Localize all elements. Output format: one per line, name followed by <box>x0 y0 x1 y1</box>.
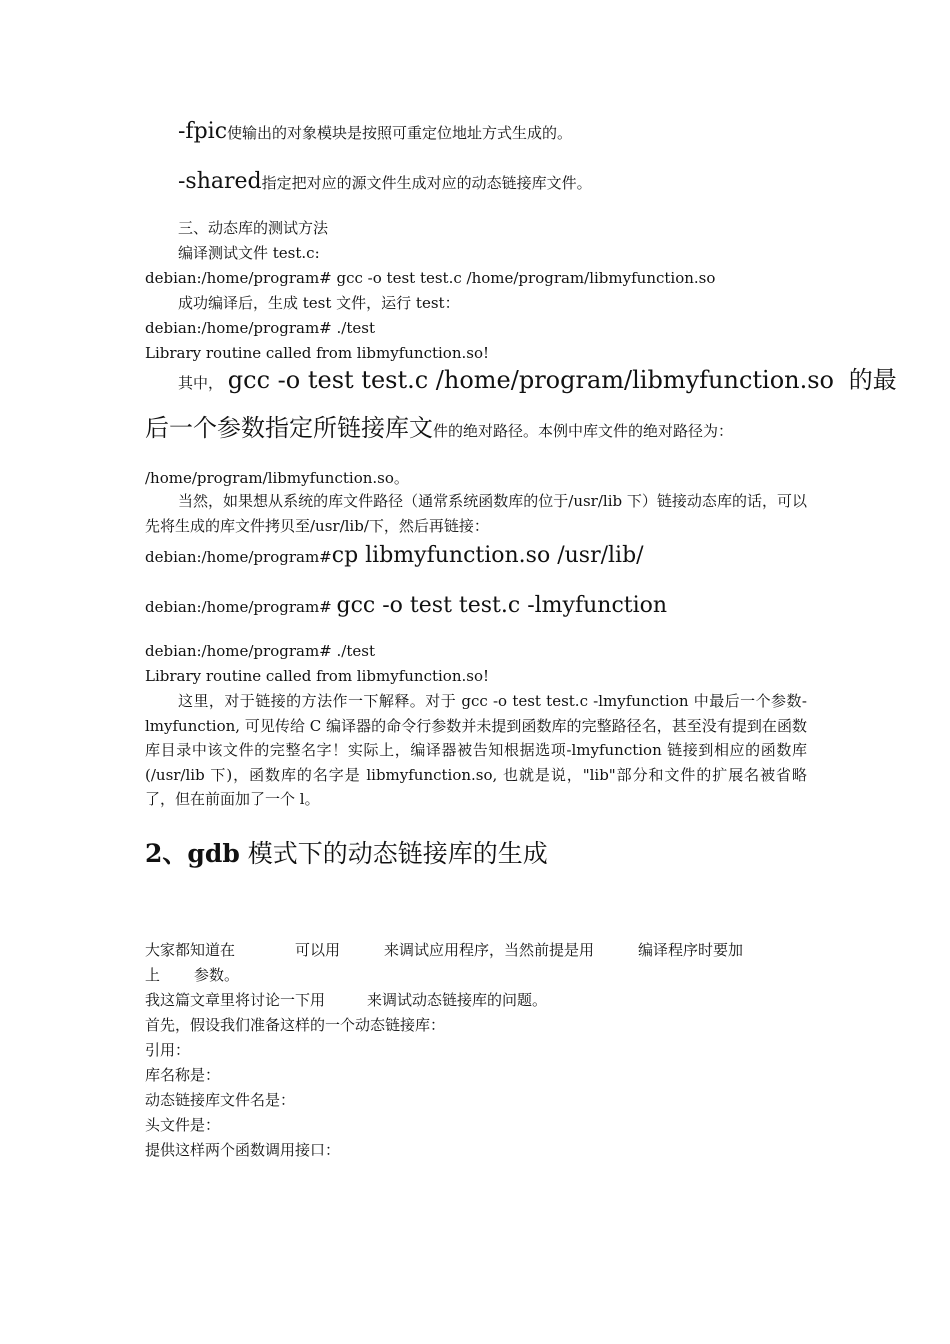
library-name-label: 库名称是： <box>145 1066 221 1084</box>
intro-part-e: 上 <box>145 966 161 984</box>
gcc-command: gcc -o test test.c -lmyfunction <box>336 593 668 618</box>
cp-prompt: debian:/home/program# <box>145 548 332 566</box>
intro-part-c: 来调试应用程序，当然前提是用 <box>384 941 595 959</box>
intro-part-a: 大家都知道在 <box>145 941 236 959</box>
where-line2-small: 件的绝对路径。本例中库文件的绝对路径为： <box>433 422 734 440</box>
run-command: debian:/home/program# ./test <box>145 319 375 337</box>
assume-line: 首先，假设我们准备这样的一个动态链接库： <box>145 1016 446 1034</box>
intro-part-f: 参数。 <box>194 966 240 984</box>
intro-line-2 <box>145 965 239 985</box>
quote-label: 引用： <box>145 1041 191 1059</box>
article-purpose-line <box>145 990 547 1010</box>
section2-gdb: gdb <box>187 839 240 868</box>
section2-heading <box>145 838 548 870</box>
where-command: gcc -o test test.c /home/program/libmyfunction.so <box>227 366 835 394</box>
gcc-command-line <box>145 593 668 618</box>
program-output: Library routine called from libmyfunction.so! <box>145 344 490 362</box>
section2-number: 2、 <box>145 839 188 868</box>
where-prefix: 其中， <box>178 374 224 392</box>
compile-intro: 编译测试文件 test.c: <box>178 244 320 262</box>
interfaces-label: 提供这样两个函数调用接口： <box>145 1141 341 1159</box>
compile-command: debian:/home/program# gcc -o test test.c /home/program/libmyfunction.so <box>145 269 716 287</box>
shared-option-line <box>178 169 592 194</box>
where-suffix: 的最 <box>848 366 897 394</box>
intro-part-b: 可以用 <box>295 941 341 959</box>
section3-heading: 三、动态库的测试方法 <box>178 219 329 237</box>
where-line2-big: 后一个参数指定所链接库文 <box>145 414 433 442</box>
copy-paragraph: 当然，如果想从系统的库文件路径（通常系统函数库的位于/usr/lib 下）链接动态库的话，可以先将生成的库文件拷贝至/usr/lib/下，然后再链接： <box>145 492 807 535</box>
fpic-flag: -fpic <box>178 119 228 144</box>
cp-command-line <box>145 543 644 568</box>
library-file-label: 动态链接库文件名是： <box>145 1091 296 1109</box>
shared-description: 指定把对应的源文件生成对应的动态链接库文件。 <box>261 174 592 192</box>
where-line-2 <box>145 414 734 442</box>
absolute-path: /home/program/libmyfunction.so。 <box>145 469 409 487</box>
run-command-2: debian:/home/program# ./test <box>145 642 375 660</box>
where-line-1 <box>178 366 897 394</box>
after-compile-text: 成功编译后，生成 test 文件，运行 test： <box>178 294 460 312</box>
intro-part-d: 编译程序时要加 <box>638 941 744 959</box>
section2-title: 模式下的动态链接库的生成 <box>239 839 548 868</box>
program-output-2: Library routine called from libmyfunction.so! <box>145 667 490 685</box>
intro-line-1 <box>145 940 743 960</box>
purpose-part-b: 来调试动态链接库的问题。 <box>367 991 548 1009</box>
link-explanation-paragraph: 这里，对于链接的方法作一下解释。对于 gcc -o test test.c -lmyfunction 中最后一个参数-lmyfunction, 可见传给 C 编译器的命令行参数并未提到函数库的完整路径名，甚至没有提到在函数库目录中该文件的完整名字！实际上，编译器被告知根据选项-lmyfunction 链接到相应的函数库(/usr/lib 下)，函数库的名字是 libmyfunction.so, 也就是说，"lib"部分和文件的扩展名被省略了，但在前面加了一个 l。 <box>145 692 807 809</box>
purpose-part-a: 我这篇文章里将讨论一下用 <box>145 991 326 1009</box>
cp-command: cp libmyfunction.so /usr/lib/ <box>331 543 644 568</box>
fpic-description: 使输出的对象模块是按照可重定位地址方式生成的。 <box>227 124 573 142</box>
gcc-prompt: debian:/home/program# <box>145 598 332 616</box>
shared-flag: -shared <box>178 169 262 194</box>
fpic-option-line <box>178 119 573 144</box>
header-file-label: 头文件是： <box>145 1116 221 1134</box>
